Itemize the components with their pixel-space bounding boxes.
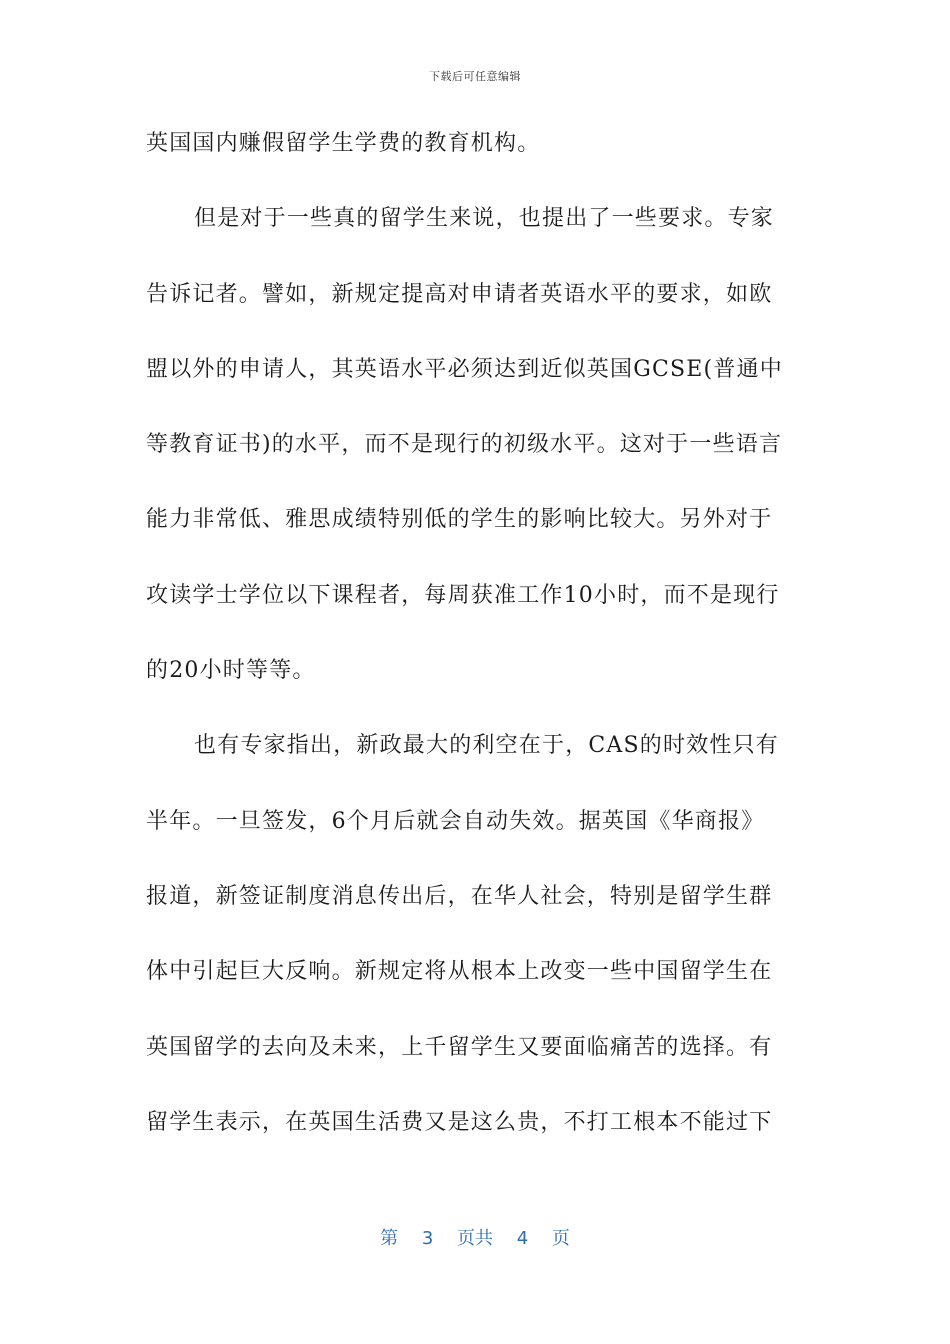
document-body	[146, 118, 806, 1172]
footer-middle: 页共	[457, 1228, 493, 1249]
total-page-number: 4	[516, 1228, 529, 1249]
text-line: 英国留学的去向及未来，上千留学生又要面临痛苦的选择。有	[146, 1034, 773, 1060]
text-line: 盟以外的申请人，其英语水平必须达到近似英国GCSE(普通中	[146, 356, 783, 382]
current-page-number: 3	[421, 1228, 434, 1249]
text-line: 等教育证书)的水平，而不是现行的初级水平。这对于一些语言	[146, 432, 783, 458]
text-line: 但是对于一些真的留学生来说，也提出了一些要求。专家	[194, 206, 775, 232]
text-line: 告诉记者。譬如，新规定提高对申请者英语水平的要求，如欧	[146, 281, 773, 307]
text-line: 体中引起巨大反响。新规定将从根本上改变一些中国留学生在	[146, 959, 773, 985]
text-line: 攻读学士学位以下课程者，每周获准工作10小时，而不是现行	[146, 582, 780, 608]
text-line: 的20小时等等。	[146, 658, 316, 684]
text-line: 报道，新签证制度消息传出后，在华人社会，特别是留学生群	[146, 883, 773, 909]
page-header-note: 下载后可任意编辑	[429, 70, 521, 83]
text-line: 半年。一旦签发，6个月后就会自动失效。据英国《华商报》	[146, 808, 765, 834]
footer-suffix: 页	[551, 1228, 570, 1249]
text-line: 也有专家指出，新政最大的利空在于，CAS的时效性只有	[194, 733, 779, 759]
page-footer	[0, 1224, 950, 1250]
footer-prefix: 第	[380, 1228, 399, 1249]
text-line: 能力非常低、雅思成绩特别低的学生的影响比较大。另外对于	[146, 507, 773, 533]
text-line: 留学生表示，在英国生活费又是这么贵，不打工根本不能过下	[146, 1109, 773, 1135]
text-line: 英国国内赚假留学生学费的教育机构。	[146, 131, 541, 156]
